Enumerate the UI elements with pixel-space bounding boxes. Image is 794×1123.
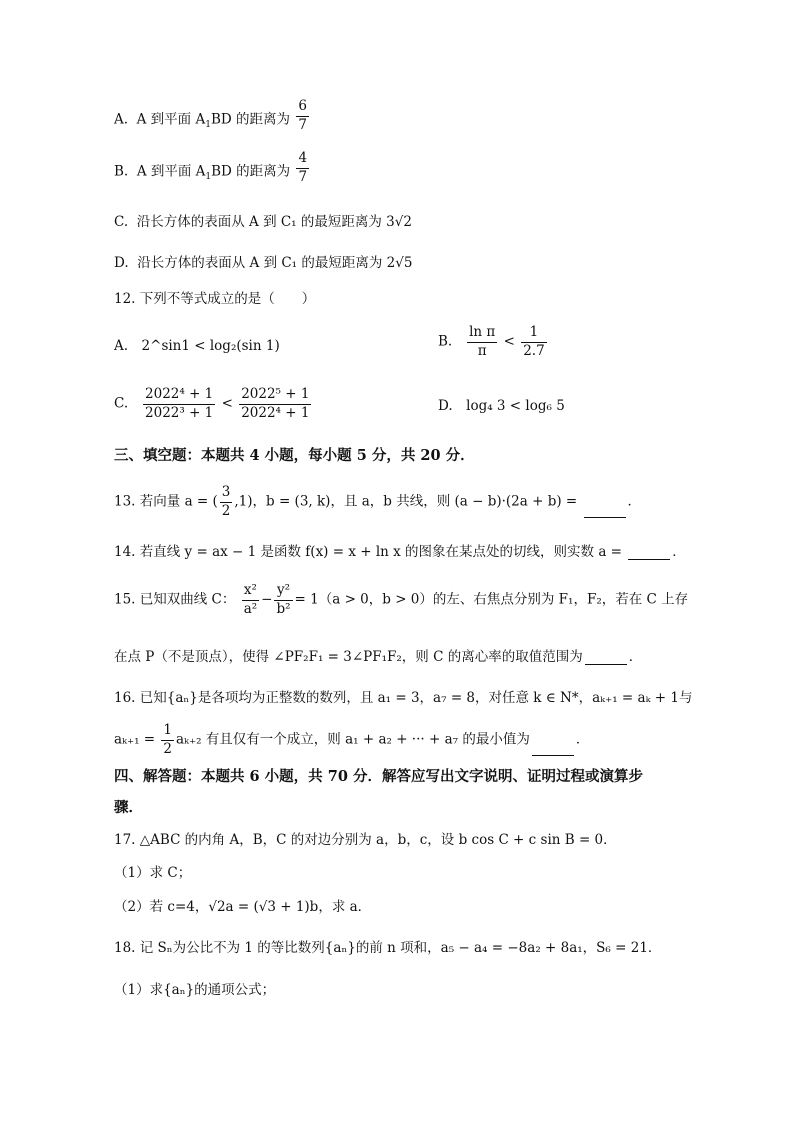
- question-15-line2: 在点 P（不是顶点），使得 ∠PF₂F₁ = 3∠PF₁F₂，则 C 的离心率的取值范围为 ．: [114, 649, 643, 665]
- question-16-line2: aₖ₊₁ = $\frac{1}{2}$ aₖ₊₂ 有且仅有一个成立，则 a₁ + a₂ + ··· + a₇ 的最小值为 ．: [114, 722, 590, 757]
- question-13: 13. 若向量 a = ( $\frac{3}{2}$ ,1)，b = (3, k)，且 a，b 共线，则 (a − b)·(2a + b) = ．: [114, 484, 642, 519]
- fraction-2022-right: $\frac{\text{2022⁵ + 1}}{\text{2022⁴ + 1}}$: [241, 386, 310, 421]
- question-15-line1: 15. 已知双曲线 C： $\frac{\text{x²}}{\text{a²}}$ − $\frac{\text{y²}}{\text{b²}}$ = 1（a > 0，b > 0）的左、右焦点分别为 F₁，F₂，若在 C 上存: [114, 582, 689, 617]
- answer-blank-16[interactable]: [532, 754, 574, 756]
- option-11d: D. 沿长方体的表面从 A 到 C₁ 的最短距离为 2√5: [114, 255, 413, 271]
- question-17-part2: （2）若 c=4，√2a = (√3 + 1)b，求 a．: [114, 899, 372, 915]
- section-4-heading-line1: 四、解答题：本题共 6 小题，共 70 分．解答应写出文字说明、证明过程或演算步: [114, 768, 643, 785]
- option-12d: D. log₄ 3 < log₆ 5: [438, 398, 565, 414]
- section-4-heading-line2: 骤．: [114, 799, 143, 816]
- question-17-part1: （1）求 C；: [114, 865, 192, 881]
- option-12b: B. $\frac{\text{ln π}}{\pi}$ < $\frac{1}{2.7}$: [438, 324, 545, 359]
- fraction-4-7: $\frac{4}{7}$: [298, 150, 308, 185]
- fraction-lnpi-pi: $\frac{\text{ln π}}{\pi}$: [469, 324, 496, 359]
- fraction-3-2: $\frac{3}{2}$: [221, 484, 231, 519]
- question-12-stem: 12. 下列不等式成立的是（ ）: [114, 291, 316, 307]
- option-11a: A. A 到平面 $A_1BD$ 的距离为 $\frac{6}{7}$: [114, 98, 307, 133]
- fraction-y2-b2: $\frac{\text{y²}}{\text{b²}}$: [276, 582, 291, 617]
- question-14: 14. 若直线 y = ax − 1 是函数 f(x) = x + ln x 的图象在某点处的切线，则实数 a = ．: [114, 544, 686, 560]
- section-3-heading: 三、填空题：本题共 4 小题，每小题 5 分，共 20 分．: [114, 447, 475, 464]
- option-11b: B. A 到平面 $A_1BD$ 的距离为 $\frac{4}{7}$: [114, 150, 308, 185]
- fraction-x2-a2: $\frac{\text{x²}}{\text{a²}}$: [243, 582, 258, 617]
- answer-blank-15[interactable]: [585, 663, 627, 665]
- fraction-1-2.7: $\frac{1}{2.7}$: [523, 324, 545, 359]
- question-18-stem: 18. 记 Sₙ为公比不为 1 的等比数列{aₙ}的前 n 项和，a₅ − a₄ = −8a₂ + 8a₁，S₆ = 21．: [114, 940, 662, 956]
- question-16-line1: 16. 已知{aₙ}是各项均为正整数的数列，且 a₁ = 3，a₇ = 8，对任意 k ∈ N*，aₖ₊₁ = aₖ + 1与: [114, 690, 693, 706]
- option-12c: C. $\frac{\text{2022⁴ + 1}}{\text{2022³ + 1}}$ < $\frac{\text{2022⁵ + 1}}{\text{2022⁴ + 1}}$: [114, 386, 310, 421]
- option-12a: A. 2^sin1 < log₂(sin 1): [114, 338, 280, 354]
- fraction-1-2: $\frac{1}{2}$: [163, 722, 172, 757]
- question-17-stem: 17. △ABC 的内角 A，B，C 的对边分别为 a，b，c，设 b cos C + c sin B = 0．: [114, 832, 617, 848]
- answer-blank-13[interactable]: [584, 516, 626, 518]
- option-11c: C. 沿长方体的表面从 A 到 C₁ 的最短距离为 3√2: [114, 214, 412, 230]
- question-18-part1: （1）求{aₙ}的通项公式；: [114, 982, 276, 998]
- fraction-6-7: $\frac{6}{7}$: [298, 98, 307, 133]
- answer-blank-14[interactable]: [628, 558, 670, 560]
- fraction-2022-left: $\frac{\text{2022⁴ + 1}}{\text{2022³ + 1}}$: [145, 386, 214, 421]
